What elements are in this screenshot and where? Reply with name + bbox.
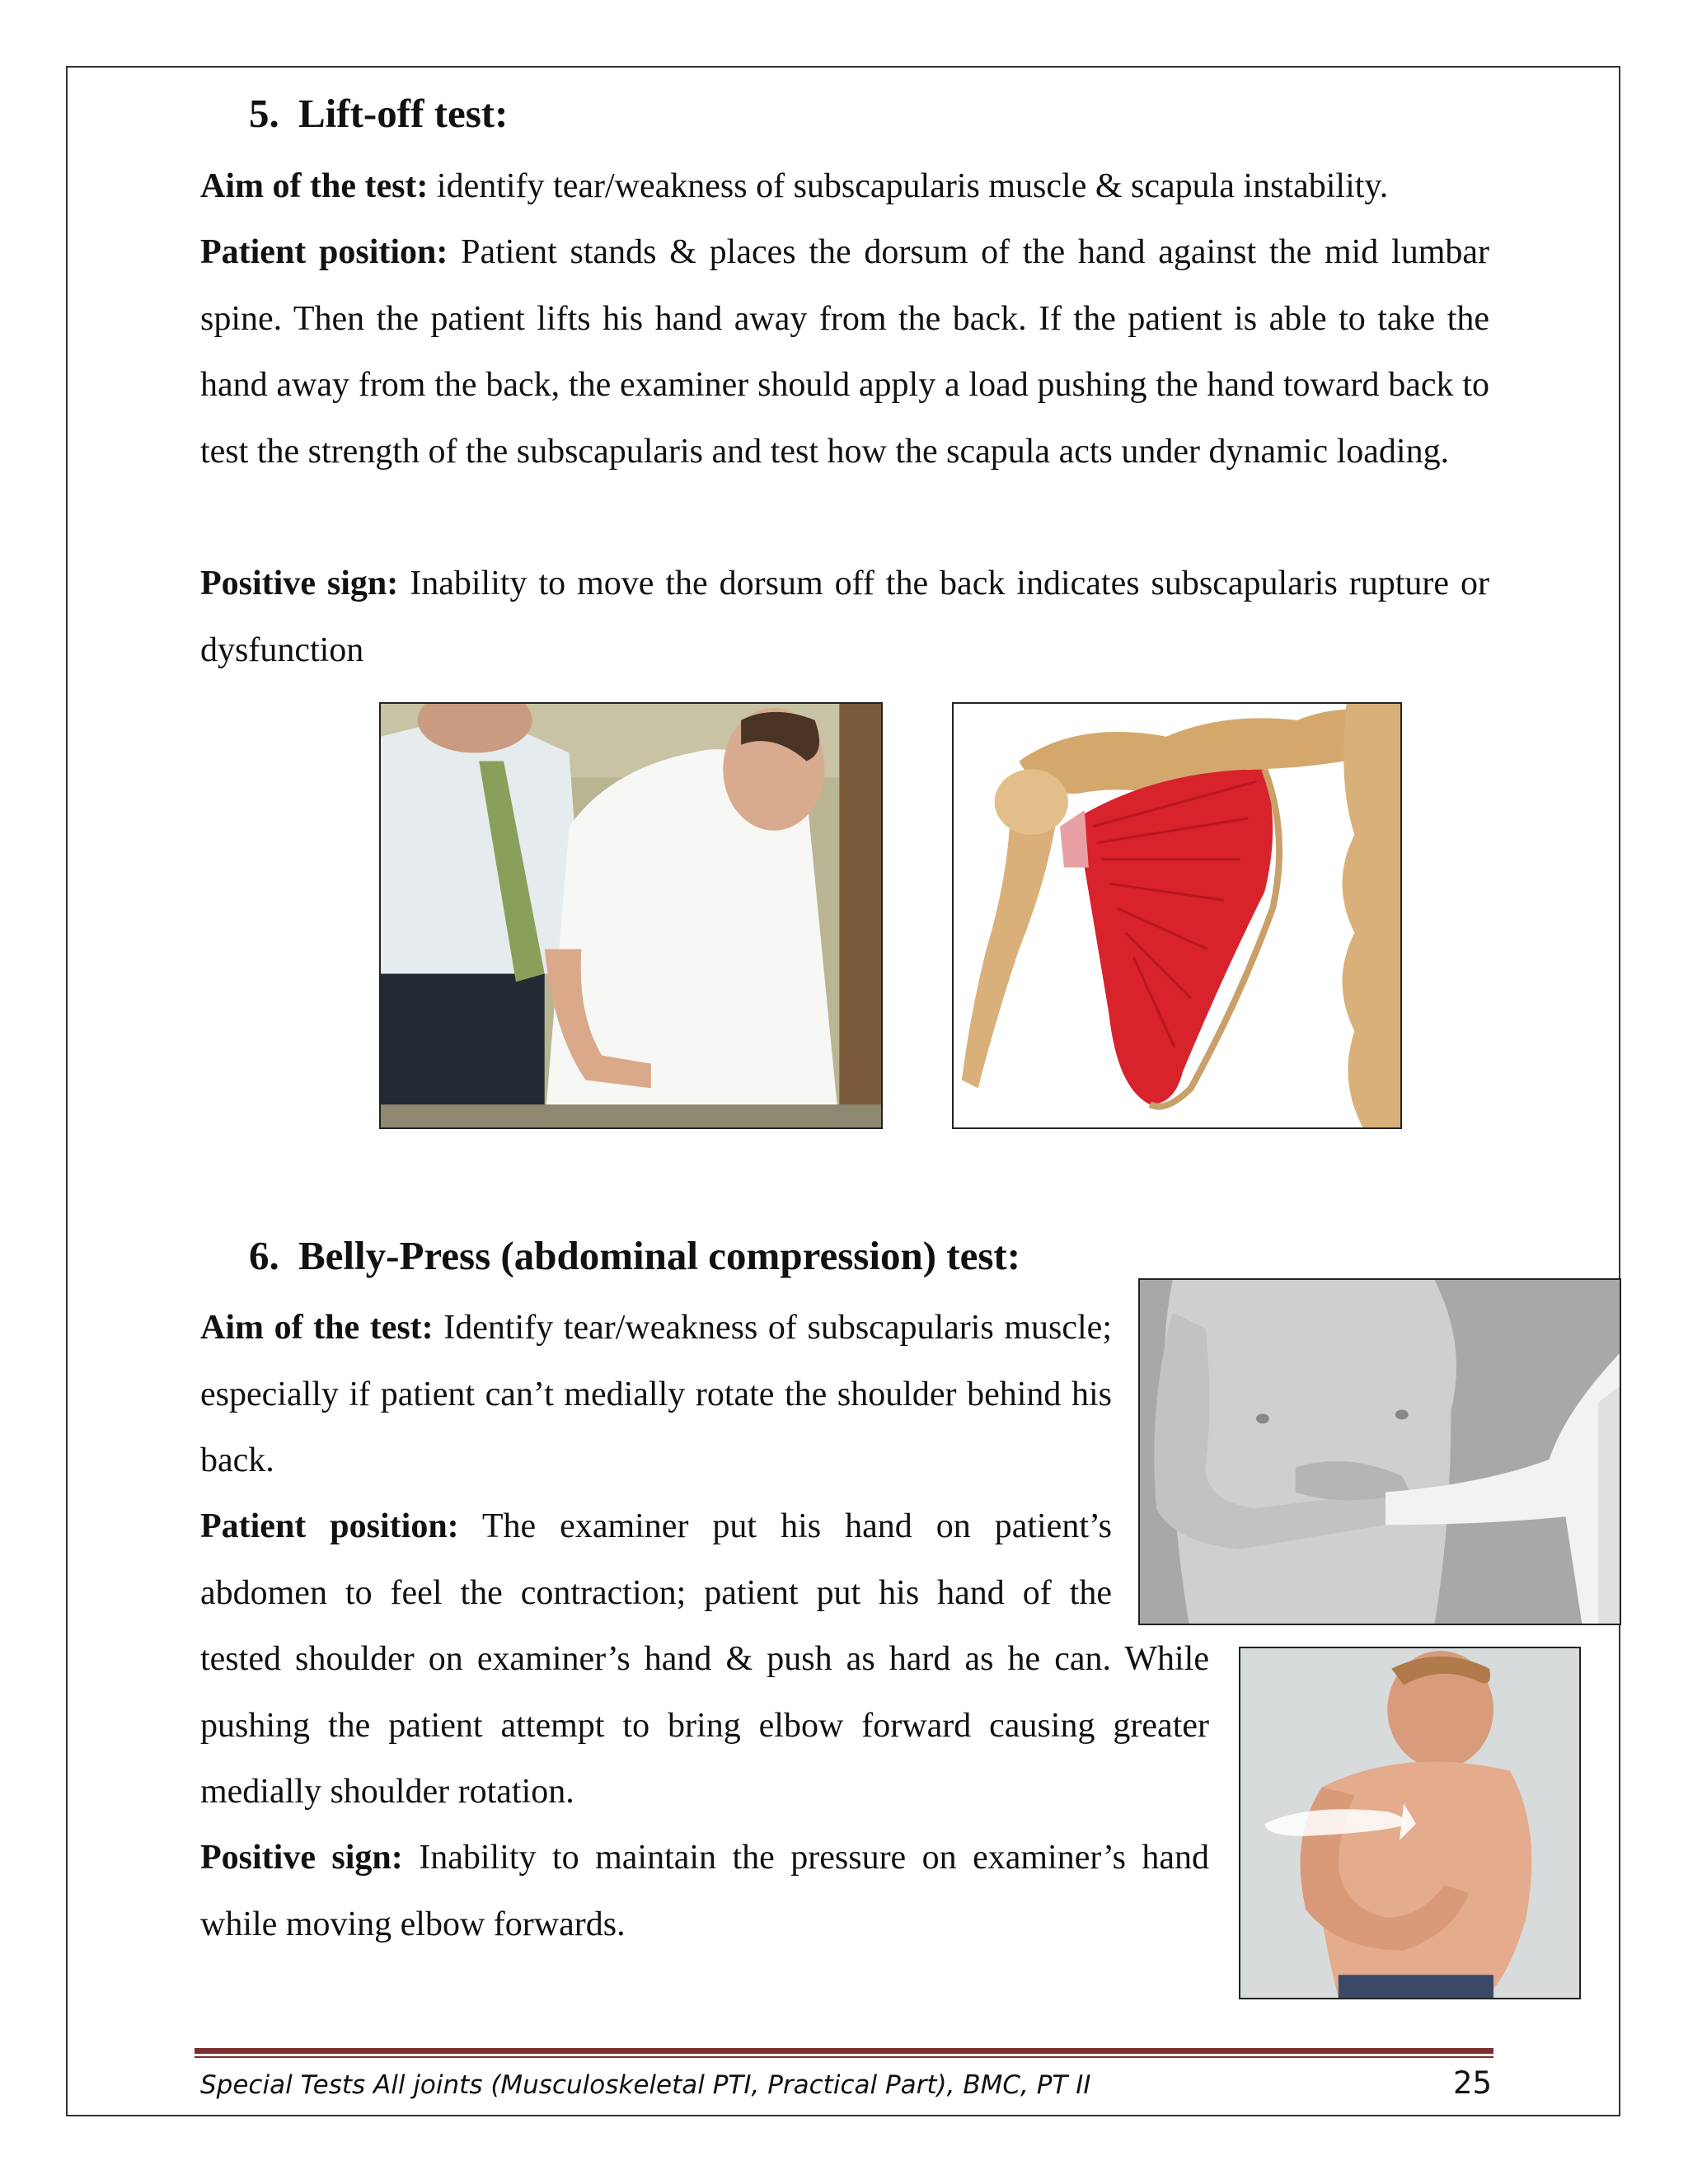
section-5-positive-sign [200, 551, 1489, 683]
section-6-title: Belly-Press (abdominal compression) test: [298, 1233, 1021, 1278]
page-number: 25 [1453, 2065, 1493, 2101]
section-6-position [200, 1493, 1112, 1626]
position-label: Patient position: [200, 1507, 459, 1545]
section-5-title: Lift-off test: [298, 91, 509, 136]
footer-rule [195, 2048, 1493, 2054]
section-5-aim [200, 153, 1536, 220]
section-6-position-continued [200, 1626, 1209, 1825]
aim-text: identify tear/weakness of subscapularis muscle & scapula instability. [428, 167, 1389, 205]
section-5-position [200, 219, 1489, 485]
positive-label: Positive sign: [200, 1839, 403, 1877]
lift-off-test-photo [379, 702, 883, 1129]
footer-text: Special Tests All joints (Musculoskeletal PTI, Practical Part), BMC, PT II [200, 2070, 1091, 2100]
section-5-heading [249, 91, 508, 137]
position-text: Patient stands & places the dorsum of the hand against the mid lumbar spine. Then the patient lifts his hand away from the back. If the patient is able to take the hand away from the back, the examiner should apply a load pushing the hand toward back to test the strength of the subscapularis and test how the scapula acts under dynamic loading. [200, 233, 1489, 471]
positive-label: Positive sign: [200, 565, 399, 602]
aim-label: Aim of the test: [200, 167, 429, 205]
position-label: Patient position: [200, 233, 448, 271]
footer-rule-thin [195, 2056, 1493, 2058]
aim-label: Aim of the test: [200, 1309, 434, 1347]
position-text-a: The examiner put his hand on patient’s abdomen to feel the contraction; patient put his hand of the [200, 1507, 1113, 1612]
section-6-number: 6. [249, 1233, 279, 1278]
positive-text: Inability to maintain the pressure on examiner’s hand while moving elbow forwards. [200, 1839, 1210, 1943]
section-6-positive-sign [200, 1825, 1209, 1957]
belly-press-rotation-photo [1239, 1647, 1581, 1999]
belly-press-examiner-photo [1138, 1278, 1621, 1625]
position-text-b: tested shoulder on examiner’s hand & push as hard as he can. While pushing the patient attempt to bring elbow forward causing greater medially shoulder rotation. [200, 1640, 1209, 1811]
subscapularis-anatomy-illustration [952, 702, 1402, 1129]
section-6-heading [249, 1233, 1020, 1279]
section-5-number: 5. [249, 91, 279, 136]
aim-text: Identify tear/weakness of subscapularis muscle; especially if patient can’t medially rotate the shoulder behind his back. [200, 1309, 1112, 1479]
positive-text: Inability to move the dorsum off the back indicates subscapularis rupture or dysfunction [200, 565, 1489, 669]
section-6-aim [200, 1295, 1112, 1494]
